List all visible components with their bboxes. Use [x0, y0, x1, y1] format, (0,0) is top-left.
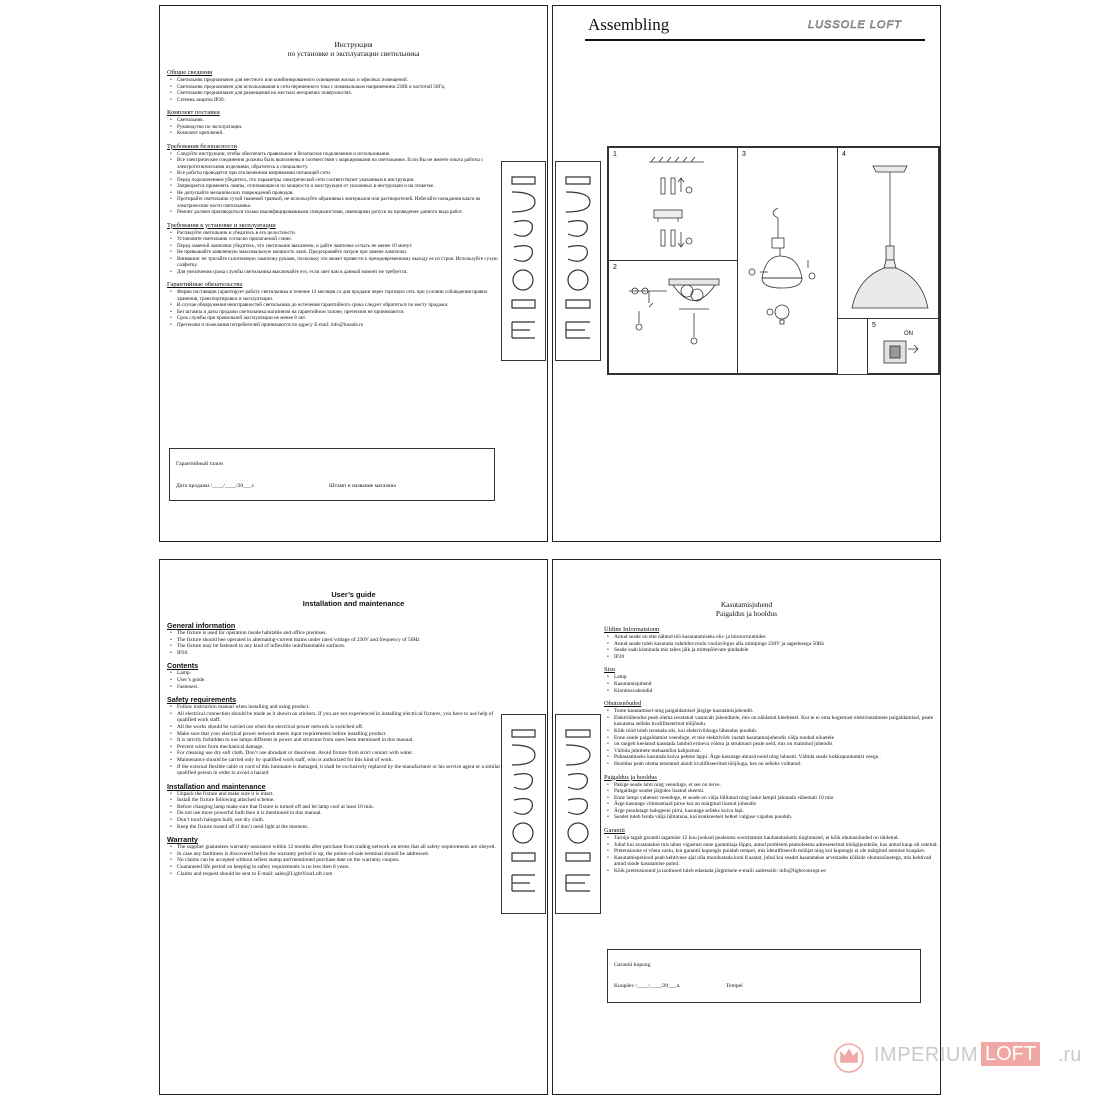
- ru-card-stamp: Штамп и название магазина: [329, 483, 397, 489]
- list-item: • Срок службы при правильной эксплуатации не менее 8 лет.: [167, 315, 507, 322]
- list-item: • Kinnitusvahendid: [604, 688, 938, 695]
- list-item: • Tarnija tagab garantii tagamise 12 kuu jooksul pealeostu soorritamist kaubandusketis tingimustel, et kõik ohutusnõuded on täidetud.: [604, 835, 938, 842]
- list-item: • Не превышайте заявленную максимальную мощность ламп. Предохраняйте патрон при замене лампочки.: [167, 249, 507, 256]
- list-item: • Make sure that your electrical power network meets input requirements before installing product.: [167, 731, 507, 738]
- crown-logo-icon: [830, 1038, 868, 1074]
- list-item: • Toote kasutamisel ning paigaldamisel järgige kasutamisjuhendit.: [604, 708, 938, 715]
- list-item: • В случае обнаружения неисправностей светильника до истечения гарантийного срока следует обратиться по месту продажи.: [167, 302, 507, 309]
- list-item: • Следуйте инструкции, чтобы обеспечить правильное и безопасное подключение и использование.: [167, 151, 507, 158]
- list-item: • Unpack the fixture and make sure it is intact.: [167, 791, 507, 798]
- list-item: • The supplier guarantees warranty assurance within 12 months after purchase from trading network on terms that all safety requirements are obeyed.: [167, 844, 507, 851]
- list-item: • Руководство по эксплуатации.: [167, 124, 507, 131]
- list-item: • It is strictly forbidden to use lamps different in power and structure from ones been mentioned in this manual.: [167, 737, 507, 744]
- et-section-list: [604, 674, 938, 694]
- step-2-drawing-icon: [609, 261, 739, 375]
- list-item: • In case any faultiness is discovered before the warranty period is up, the points-of-sale terminal should be addressed.: [167, 851, 507, 858]
- estonian-instructions-page: [552, 559, 941, 1095]
- ru-card-date: Дата продажи /____/____/20___г.: [176, 483, 255, 489]
- assembling-title: Assembling: [588, 15, 670, 34]
- et-section-list: [604, 835, 938, 875]
- list-item: • Do not use more powerful bulb then it is mentioned in this manual.: [167, 810, 507, 817]
- en-section-list: [167, 791, 507, 831]
- list-item: • Claims and request should be sent to E-mail: sales@LightYourLoft.com: [167, 871, 507, 878]
- et-title-block: [553, 600, 940, 618]
- list-item: • All the works should be carried out when the electrical power network is switched off.: [167, 724, 507, 731]
- list-item: • Fasteners.: [167, 684, 507, 691]
- list-item: • Kõik pretensioonid ja taotlused tuleb edastada järgmisele e-maili aadressile: info@lightconcept.ee: [604, 868, 938, 875]
- step-3-drawing-icon: [738, 148, 839, 375]
- et-section-list: [604, 782, 938, 822]
- step-4-drawing-icon: [838, 148, 940, 320]
- et-text-column: [604, 620, 938, 875]
- list-item: • Antud seade tuleb kasutada vahelduvvoolu voolavõrgus alla nimipinge 230V ja sagedusega 50Hz: [604, 641, 938, 648]
- step-2-number: 2: [613, 264, 617, 271]
- list-item: • Не допускайте механических повреждений проводов.: [167, 190, 507, 197]
- list-item: • Seade saab kinnitada mis tahes jäik ja mittepõlevate pindadele: [604, 647, 938, 654]
- en-section-title: Installation and maintenance: [167, 781, 266, 791]
- list-item: • The fixture should bee operated in alternating-current mains under rated voltage of 230V and frequency of 50Hz: [167, 637, 507, 644]
- title-rule: [585, 39, 925, 41]
- step-1-drawing-icon: [609, 148, 739, 262]
- ru-section-list: [167, 230, 507, 276]
- watermark-ru: .ru: [1058, 1044, 1082, 1066]
- et-section-title: Paigaldus ja hooldus: [604, 773, 657, 781]
- list-item: • Светильник предназначен для использования в сети переменного тока с номинальным напряжением 230В и частотой 50Гц.: [167, 84, 507, 91]
- list-item: • Запрещается применять лампы, отличающиеся по мощности и конструкции от указанных в инструкции и на этикетке.: [167, 183, 507, 190]
- ru-title: Инструкция: [334, 40, 373, 49]
- list-item: • No claims can be accepted without sellers stamp and mentioned purchase date on the warranty coupon.: [167, 857, 507, 864]
- ru-section-title: Требования к установке и эксплуатации: [167, 221, 276, 229]
- list-item: • Lamp: [604, 674, 938, 681]
- ru-section-title: Гарантийные обязательства: [167, 281, 243, 288]
- list-item: • Для увеличения срока службы светильника выключайте его, если свет вам в данный момент не требуется.: [167, 269, 507, 276]
- list-item: • User’s guide.: [167, 677, 507, 684]
- switch-on-label: ON: [904, 331, 913, 337]
- list-item: • Before changing lamp make sure that fixture is turned off and let lamp cool at least 10 min.: [167, 804, 507, 811]
- step-5-panel: [867, 318, 939, 374]
- list-item: • Pakige seade lahti ning veenduge, et see on terve.: [604, 782, 938, 789]
- list-item: • Seadet tuleb hoida välja lülitatuna, kui konkreetsel hetkel valguse vajadus puudub.: [604, 814, 938, 821]
- step-1-number: 1: [613, 151, 617, 158]
- list-item: • If the external flexible cable or cord of this luminaire is damaged, it shall be exclusively replaced by the manufacturer or his service agent or a similar qualified person in order to avoid a hazard: [167, 764, 507, 777]
- ru-subtitle: по установке и эксплуатации светильника: [287, 49, 420, 58]
- list-item: • Paigaldage seadet järgides lisatud skeemi.: [604, 788, 938, 795]
- list-item: • Все электрические соединения должны быть выполнены в соответствии с маркировками на светильнике. Если Вы не имеете опыта работы с электротехническими изделиями, обратитесь к специалисту.: [167, 157, 507, 170]
- ru-section-title: Общие сведения: [167, 69, 213, 76]
- en-section-title: Warranty: [167, 835, 198, 845]
- list-item: • Follow instruction manual when installing and using product.: [167, 704, 507, 711]
- et-section-title: Garantii: [604, 827, 625, 835]
- list-item: • The fixture is used for operation inside habitable and office premises.: [167, 630, 507, 637]
- list-item: • Lamp.: [167, 670, 507, 677]
- vertical-logo-box-4: [555, 714, 601, 914]
- et-subtitle: Paigaldus ja hooldus: [715, 609, 778, 618]
- et-card-date: Kuupäev /____/____/20___a.: [614, 983, 681, 989]
- list-item: • Elektriühendus peab olema teostatud vastavalt juhenditele, mis on näidatud kleebistel. Kui te ei oma kogemust elektriseadmete paigaldamisel, peate kasutama selleks kvalifitseeritud tööjõudu.: [604, 715, 938, 728]
- list-item: • Maintenance should be carried only by qualified work staff, who is authorized for this kind of work.: [167, 757, 507, 764]
- step-2-panel: [608, 260, 738, 374]
- list-item: • Перед заменой лампочки убедитесь, что светильник выключен, и дайте лампочке остыть не менее 10 минут.: [167, 243, 507, 250]
- en-section-list: [167, 630, 507, 656]
- list-item: • Install the fixture following attached scheme.: [167, 797, 507, 804]
- list-item: • IP20: [604, 654, 938, 661]
- vertical-logo-box: [501, 161, 546, 361]
- list-item: • Распакуйте светильник и убедитесь в его целостности.: [167, 230, 507, 237]
- en-section-list: [167, 670, 507, 690]
- et-section-list: [604, 634, 938, 660]
- list-item: • Antud seade on ette nähtud töö kasutatamiseks elu- ja büroorruumides: [604, 634, 938, 641]
- list-item: • Установите светильник согласно прилагаемой схеме.: [167, 236, 507, 243]
- list-item: • Все работы проводятся при отключенном напряжении питающей сети.: [167, 170, 507, 177]
- wall-switch-icon: [868, 319, 940, 375]
- ru-section-list: [167, 117, 507, 137]
- et-section-title: Üldine Informatsioon: [604, 626, 660, 633]
- list-item: • Prevent wires from mechanical damage.: [167, 744, 507, 751]
- ru-section-title: Комплект поставки: [167, 109, 220, 116]
- list-item: • The fixture may be fastened to any kind of inflexible uninflammable surfaces.: [167, 643, 507, 650]
- list-item: • Перед подключением убедитесь, что параметры электрической сети соответствуют указанным в инструкции.: [167, 177, 507, 184]
- et-section-title: Sisu: [604, 666, 616, 674]
- list-item: • Kasutamisjuhend: [604, 681, 938, 688]
- lussole-vertical-logo-icon: [502, 162, 545, 360]
- list-item: • Фирма поставщик гарантирует работу светильника в течение 12 месяцев со дня продажи через торговую сеть при условии соблюдения правил хранения, транспортировки и эксплуатации.: [167, 289, 507, 302]
- ru-section-list: [167, 151, 507, 216]
- step-3-number: 3: [742, 151, 746, 158]
- list-item: • Протирайте светильник сухой тканевой тряпкой, не используйте абразивных материалов или растворителей. Избегайте попадания влаги на электрические части светильника.: [167, 196, 507, 209]
- vertical-logo-box-3: [501, 714, 546, 914]
- list-item: • Ärge kasutage võimsamaid pirne kui on märgitud lisatud juhendis: [604, 801, 938, 808]
- en-title: User’s guide: [331, 590, 376, 599]
- lussole-vertical-logo-icon: [556, 715, 600, 913]
- watermark-loft: LOFT: [981, 1042, 1040, 1066]
- watermark-imperium: IMPERIUM: [874, 1044, 978, 1066]
- et-section-title: Ohutusnõuded: [604, 700, 642, 708]
- et-warranty-card: [607, 949, 921, 1003]
- english-instructions-page: [159, 559, 548, 1095]
- list-item: • Светильник предназначен для местного или комбинированного освещения жилых и офисных помещений.: [167, 77, 507, 84]
- list-item: • Puhastamiseks kasutada kuiva pehme lappi. Ärge kasutage abrasiivseid ning lahustit. Vältida seade kokkupuutumist veega .: [604, 754, 938, 761]
- ru-title-block: [160, 40, 547, 58]
- ru-section-list: [167, 289, 507, 328]
- list-item: • Без штампа и даты продажи светильника магазином на гарантийном талоне, претензии не принимаются.: [167, 309, 507, 316]
- vertical-logo-box-2: [555, 161, 601, 361]
- list-item: • Keep the fixture turned off if don’t need light at the moment.: [167, 824, 507, 831]
- lussole-vertical-logo-icon: [502, 715, 545, 913]
- list-item: • Светильник предназначен для размещения на жестких негорючих поверхностях.: [167, 90, 507, 97]
- list-item: • Enne lampi vahetust veenduge, et seade on välja lülitatud ning laske lampil jahutada vähemalt 10 min: [604, 795, 938, 802]
- step-4-panel: [837, 147, 939, 319]
- list-item: • For cleaning use dry soft cloth. Don’t use abrudant or dissolvent. Avoid fixture from strict contact with water.: [167, 750, 507, 757]
- list-item: • Kasutamisperiood peab kehtivuse ajal olla moodustada kuni 8 aastat, juhul kui seadet kasutatakse arvestades kõikide ohutusnõuetega, mis kehtivad antud toode kasutamise puhul.: [604, 855, 938, 868]
- ru-card-title: Гарантийный талон: [176, 461, 224, 467]
- brand-logo: LUSSOLE LOFT: [808, 19, 902, 31]
- en-title-block: [160, 590, 547, 608]
- list-item: • Внимание: не трогайте галогеновую лампочку руками, поскольку это может привести к преждевременному выходу ее из строя. Используйте сухую салфетку.: [167, 256, 507, 269]
- step-5-number: 5: [872, 322, 876, 329]
- et-card-stamp: Tempel: [726, 983, 743, 989]
- list-item: • Hooldus peab olema teostatud ainult kvalifitseeritud tööjõuga, kes on selleks volitatud.: [604, 761, 938, 768]
- et-card-title: Garantii kupong: [614, 962, 651, 968]
- list-item: • Комплект креплений.: [167, 130, 507, 137]
- list-item: • Ärge puudutage halogeeni pirni, kasutage selleks kuiva lapi.: [604, 808, 938, 815]
- list-item: • Don’t touch halogen bulb, use dry cloth.: [167, 817, 507, 824]
- en-section-title: Contents: [167, 661, 199, 671]
- list-item: • Guaranteed life period on keeping to safety requirements is no less then 8 years.: [167, 864, 507, 871]
- list-item: • Vältida juhtmete mehaanilist kahjustust.: [604, 748, 938, 755]
- ru-section-title: Требования безопасности: [167, 142, 237, 150]
- list-item: • All electrical connection should be made as it shown on stickers. If you are not experienced in installing electrical fixtures, you have to use help of qualified work staff.: [167, 711, 507, 724]
- russian-instructions-page: [159, 5, 548, 542]
- en-section-title: Safety requirements: [167, 695, 237, 705]
- en-section-title: General information: [167, 621, 236, 630]
- ru-text-column: [167, 63, 507, 328]
- et-section-list: [604, 708, 938, 767]
- assembling-page: [552, 5, 941, 542]
- list-item: • Светильник.: [167, 117, 507, 124]
- list-item: • IP20.: [167, 650, 507, 657]
- list-item: • Ремонт должен производиться только квалифицированными специалистами, имеющими допуск на проведение данного вида работ.: [167, 209, 507, 216]
- lussole-vertical-logo-icon: [556, 162, 600, 360]
- step-1-panel: [608, 147, 738, 261]
- en-subtitle: Installation and maintenance: [302, 599, 405, 608]
- list-item: • Juhul kui avastatakse mis tahes vigastust enne garantiiaja lõppu, antud probleem peaboleema adresseeritud müügipunktile, kus antud kaup oli ostetud.: [604, 842, 938, 849]
- list-item: • Pretensioone ei võeta vastu, kui garantii kupongis puudub tempel, mis identifitseerib müüjat ning kui kupongis ei ole märgitud ostmise kuupäev.: [604, 848, 938, 855]
- ru-section-list: [167, 77, 507, 103]
- list-item: • on rangelt keelatud kasutada lambid erineva võimu ja struktuuri peale neid, mis on mainitud juhendis: [604, 741, 938, 748]
- step-3-panel: [737, 147, 838, 374]
- assembly-diagram: [607, 146, 940, 375]
- imperiumloft-watermark: [826, 1036, 1096, 1076]
- et-title: Kasutamisjuhend: [720, 600, 773, 609]
- en-section-list: [167, 704, 507, 777]
- list-item: • Претензии и пожелания потребителей принимаются по адресу E-mail: info@lussole.ru: [167, 322, 507, 329]
- en-text-column: [167, 616, 507, 877]
- en-section-list: [167, 844, 507, 877]
- list-item: • Kõik tööd tuleb teostada siis, kui elektrivõrkuga lähendus puudub.: [604, 728, 938, 735]
- list-item: • Enne seade paigaldamist veenduge, et teie elektrivõrk vastab kasutamisjuhendis välja toodud nõuetele: [604, 735, 938, 742]
- ru-warranty-card: [169, 448, 495, 501]
- list-item: • Степень защиты IP20.: [167, 97, 507, 104]
- step-4-number: 4: [842, 151, 846, 158]
